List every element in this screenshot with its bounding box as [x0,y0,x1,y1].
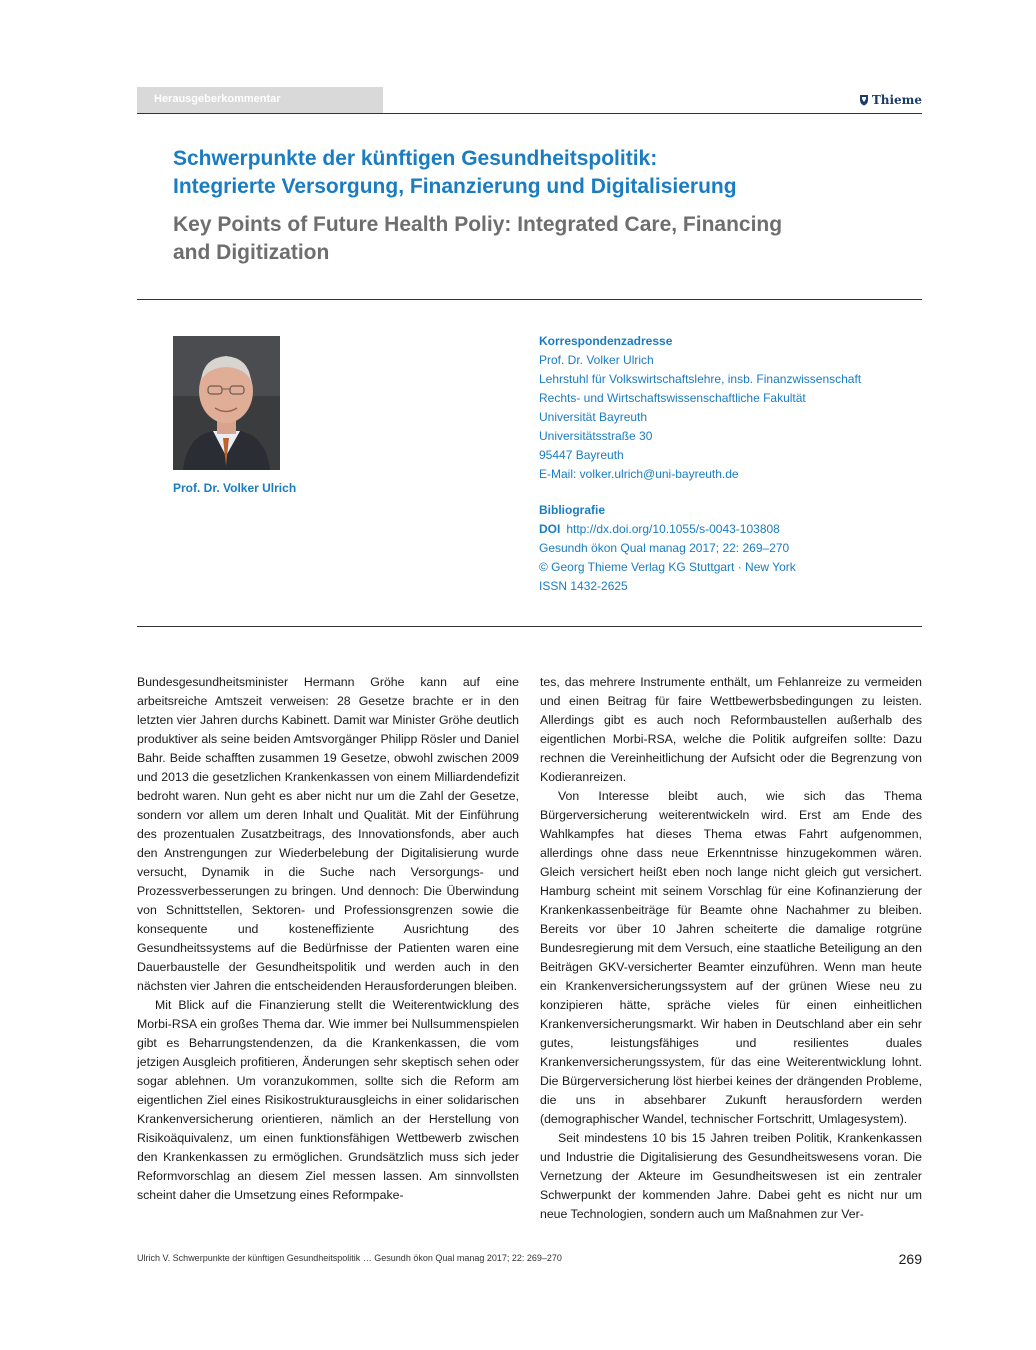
english-title-line-1: Key Points of Future Health Poliy: Integrated Care, Financing [173,213,783,236]
english-title-line-2: and Digitization [173,241,330,264]
author-photo [173,336,280,470]
german-title-line-2: Integrierte Versorgung, Finanzierung und Digitalisierung [173,175,737,198]
correspondence-address [539,332,929,484]
bibliography [539,501,929,596]
german-title-line-1: Schwerpunkte der künftigen Gesundheitspolitik: [173,147,658,170]
header-divider [137,113,922,114]
thieme-crest-icon [859,94,869,106]
section-label: Herausgeberkommentar [137,87,383,114]
page-number: 269 [898,1251,922,1267]
german-title [173,145,893,201]
correspondence-line: 95447 Bayreuth [539,448,624,462]
copyright-line: © Georg Thieme Verlag KG Stuttgart · New York [539,560,796,574]
doi-link[interactable]: http://dx.doi.org/10.1055/s-0043-103808 [566,522,780,536]
publisher-logo [859,93,922,107]
correspondence-line: Universität Bayreuth [539,410,648,424]
correspondence-line: Prof. Dr. Volker Ulrich [539,353,654,367]
email-line[interactable]: E-Mail: volker.ulrich@uni-bayreuth.de [539,467,739,481]
body-paragraph: Mit Blick auf die Finanzierung stellt die Weiterentwicklung des Morbi-RSA ein großes Thema dar. Wie immer bei Nullsummenspielen gibt es Beharrungstendenzen, da die Krankenkassen, die vom jetzigen Ausgleich profitieren, Änderungen sehr skeptisch sehen oder sogar ablehnen. Um voranzukommen, sollte sich die Reform am eigentlichen Ziel eines Risikostrukturausgleichs in einer solidarischen Krankenversicherung orientieren, nämlich an der Herstellung von Risikoäquivalenz, um einen funktionsfähigen Wettbewerb zwischen den Krankenkassen zu ermöglichen. Grundsätzlich muss sich jeder Reformvorschlag an diesem Ziel messen lassen. Am sinnvollsten scheint daher die Umsetzung eines Reformpake- [137,998,519,1202]
correspondence-line: Lehrstuhl für Volkswirtschaftslehre, insb. Finanzwissenschaft [539,372,862,386]
body-paragraph: Bundesgesundheitsminister Hermann Gröhe kann auf eine arbeitsreiche Amtszeit verweisen: 28 Gesetze brachte er in den letzten vier Jahren durchs Kabinett. Damit war Minister Gröhe deutlich produktiver als seine beiden Amtsvorgänger Philipp Rösler und Daniel Bahr. Beide schafften zusammen 19 Gesetze, obwohl zwischen 2009 und 2013 die gesetzlichen Krankenkassen von einem Milliardendefizit bedroht waren. Nun geht es aber nicht nur um die Zahl der Gesetze, sondern vor allem um deren Inhalt und Qualität. Mit der Einführung des prozentualen Zusatzbeitrags, des Innovationsfonds, aber auch den Anstrengungen zur Wiederbelebung der Digitalisierung wurde versucht, Dynamik in die Suche nach Versorgungs- und Prozessverbesserungen zu bringen. Und dennoch: Die Überwindung von Schnittstellen, Sektoren- und Professionsgrenzen sowie die konsequente und kosteneffiziente Ausrichtung des Gesundheitssystems auf die Bedürfnisse der Patienten waren eine Dauerbaustelle der Gesundheitspolitik und werden auch in den nächsten vier Jahren die entscheidenden Herausforderungen bleiben. [137,675,519,993]
doi-line [539,520,929,539]
author-caption: Prof. Dr. Volker Ulrich [173,481,297,495]
body-column-right [540,673,922,1224]
correspondence-line: Universitätsstraße 30 [539,429,653,443]
bibliography-heading: Bibliografie [539,503,606,517]
correspondence-line: Rechts- und Wirtschaftswissenschaftliche Fakultät [539,391,806,405]
body-paragraph: Seit mindestens 10 bis 15 Jahren treiben Politik, Krankenkassen und Industrie die Digitalisierung des Gesundheitswesens voran. Die Vernetzung der Akteure im Gesundheitswesen ist ein zentraler Schwerpunkt der kommenden Jahre. Dabei geht es nicht nur um neue Technologien, sondern auch um Maßnahmen zur Ver- [540,1131,922,1221]
doi-label: DOI [539,522,561,536]
footer-citation: Ulrich V. Schwerpunkte der künftigen Gesundheitspolitik … Gesundh ökon Qual manag 2017; 22: 269–270 [137,1253,562,1263]
body-paragraph: Von Interesse bleibt auch, wie sich das Thema Bürgerversicherung weiterentwickeln wird. Erst am Ende des Wahlkampfes hat dieses Thema etwas Fahrt aufgenommen, allerdings ohne dass neue Erkenntnisse hinzugekommen wären. Gleich versichert heißt eben noch lange nicht gleich gut versichert. Hamburg scheint mit seinem Vorschlag für eine Kofinanzierung der Krankenkassenbeiträge für Beamte ohne Nachahmer zu bleiben. Bereits vor über 10 Jahren scheiterte die damalige rotgrüne Bundesregierung mit dem Versuch, eine staatliche Beteiligung an den Beiträgen GKV-versicherter Beamter einzuführen. Wenn man heute ein Krankenversicherungssystem auf der grünen Wiese neu zu konzipieren hätte, spräche vieles für einen einheitlichen Krankenversicherungsmarkt. Wir haben in Deutschland aber ein sehr gutes, leistungsfähiges und resilientes duales Krankenversicherungssystem, für das eine Weiterentwicklung lohnt. Die Bürgerversicherung löst hierbei keines der drängenden Probleme, die uns in absehbarer Zukunft herausfordern werden (demographischer Wandel, technischer Fortschritt, Umlagesystem). [540,789,922,1126]
title-divider [137,299,922,300]
issn-line: ISSN 1432-2625 [539,579,628,593]
body-column-left [137,673,519,1205]
correspondence-heading: Korrespondenzadresse [539,334,673,348]
metadata-divider [137,626,922,627]
english-title [173,211,893,267]
publisher-name: Thieme [871,93,922,107]
body-paragraph: tes, das mehrere Instrumente enthält, um Fehlanreize zu vermeiden und einen Beitrag für faire Wettbewerbsbedingungen zu leisten. Allerdings gibt es auch noch Reformbaustellen außerhalb des eigentlichen Morbi-RSA, welche die Politik aufgreifen sollte: Dazu rechnen die Vereinheitlichung der Aufsicht oder die Begrenzung von Kodieranreizen. [540,675,922,784]
journal-reference: Gesundh ökon Qual manag 2017; 22: 269–270 [539,541,790,555]
